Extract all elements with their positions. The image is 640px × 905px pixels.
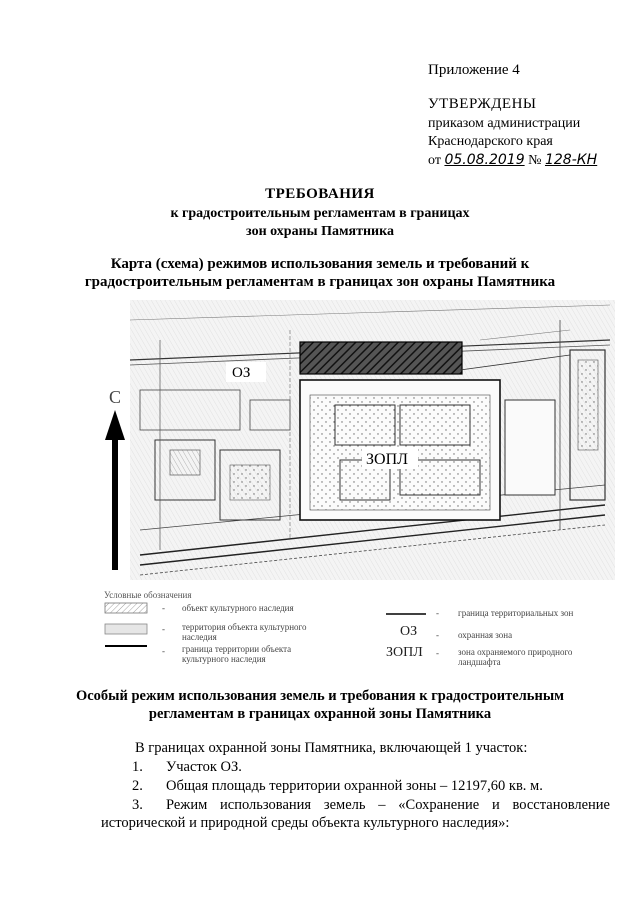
legend-item-landscape-zone-line1: зона охраняемого природного — [458, 647, 573, 657]
legend-item-heritage-territory-line2: наследия — [182, 632, 217, 642]
date-prefix: от — [428, 153, 441, 168]
legend-dash: - — [162, 624, 165, 634]
approved-region-line: Краснодарского края — [428, 134, 553, 149]
legend-item-territory-boundary-line2: культурного наследия — [182, 654, 266, 664]
legend-item-heritage-territory — [182, 622, 307, 642]
map-label-oz: ОЗ — [232, 365, 251, 381]
north-label: С — [108, 387, 122, 407]
legend-item-protection-zone: охранная зона — [458, 630, 513, 640]
legend-zone-boundary-swatch — [386, 612, 426, 616]
number-prefix: № — [528, 153, 542, 168]
legend-item-heritage-territory-line1: территория объекта культурного — [182, 622, 307, 632]
legend-item-landscape-zone — [458, 647, 572, 667]
appendix-label: Приложение 4 — [428, 62, 520, 78]
list-item-3-continuation: исторической и природной среды объекта культурного наследия»: — [101, 815, 510, 831]
legend-item-landscape-zone-line2: ландшафта — [458, 657, 501, 667]
list-item-3-text: Режим использования земель – «Сохранение и восстановление — [166, 797, 610, 813]
approved-heading: УТВЕРЖДЕНЫ — [428, 96, 537, 112]
map-label-zopl: ЗОПЛ — [366, 451, 408, 468]
approval-date: 05.08.2019 — [444, 152, 525, 168]
legend-heritage-object-swatch — [105, 603, 147, 613]
section-intro: В границах охранной зоны Памятника, включающей 1 участок: — [135, 740, 528, 756]
legend-dash: - — [436, 630, 439, 640]
map-title-2: градостроительным регламентам в границах зон охраны Памятника — [84, 274, 556, 290]
legend-dash: - — [436, 648, 439, 658]
approved-by-line: приказом администрации — [428, 116, 581, 131]
list-item-2-text: Общая площадь территории охранной зоны – 12197,60 кв. м. — [166, 778, 543, 794]
north-arrow-head — [105, 410, 125, 440]
legend-dash: - — [162, 603, 165, 613]
legend-dash: - — [162, 646, 165, 656]
legend-item-territory-boundary — [182, 644, 291, 664]
legend-code-oz: ОЗ — [400, 624, 418, 639]
section-title-1: Особый режим использования земель и требования к градостроительным — [75, 688, 565, 704]
legend-item-territory-boundary-line1: граница территории объекта — [182, 644, 292, 654]
legend-dash: - — [436, 608, 439, 618]
approval-date-line — [428, 152, 597, 169]
zone-map — [100, 300, 615, 585]
legend-swatches-left — [104, 602, 149, 650]
map-title-1: Карта (схема) режимов использования земель и требований к — [110, 256, 530, 272]
section-title-2: регламентам в границах охранной зоны Памятника — [148, 706, 492, 722]
document-title: ТРЕБОВАНИЯ — [265, 186, 375, 202]
approval-number: 128-КН — [544, 152, 598, 168]
legend-title: Условные обозначения — [104, 590, 192, 600]
list-item-1-text: Участок ОЗ. — [166, 759, 242, 775]
document-subtitle-2: зон охраны Памятника — [246, 224, 394, 239]
list-item-2-number: 2. — [132, 778, 143, 794]
list-item-1-number: 1. — [132, 759, 143, 775]
legend-code-zopl: ЗОПЛ — [386, 645, 423, 660]
document-subtitle-1: к градостроительным регламентам в границах — [170, 206, 470, 221]
legend-item-heritage-object: объект культурного наследия — [182, 603, 294, 613]
legend-item-zone-boundary: граница территориальных зон — [458, 608, 574, 618]
legend-heritage-territory-swatch — [105, 624, 147, 634]
list-item-3-number: 3. — [132, 797, 143, 813]
